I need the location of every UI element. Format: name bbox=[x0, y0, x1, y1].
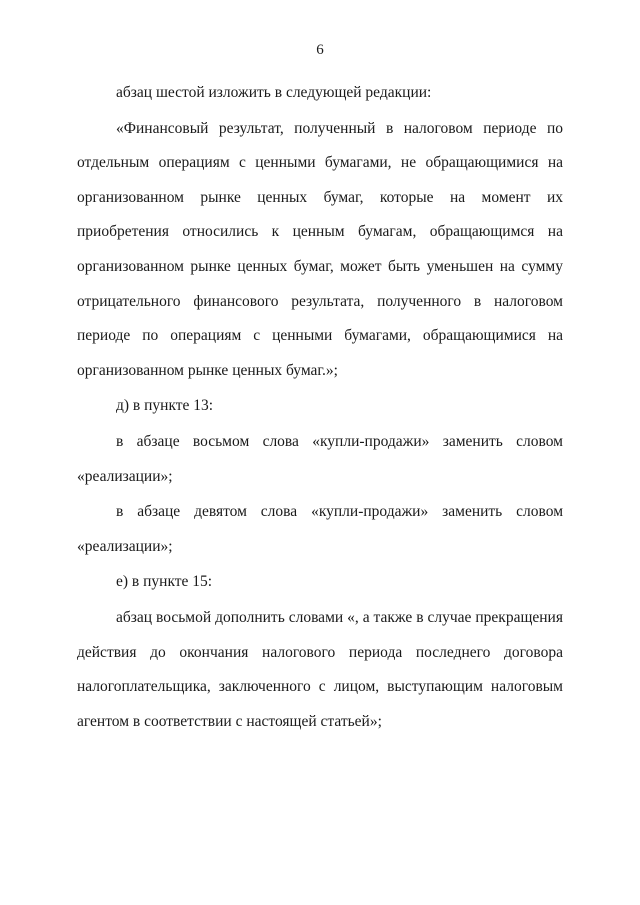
paragraph-3: д) в пункте 13: bbox=[116, 397, 214, 415]
paragraph-7: абзац восьмой дополнить словами «, а также в случае прекращения действия до окончания налогового периода последнего договора налогоплательщика, заключенного с лицом, выступающим налоговым агентом в соответствии с настоящей статьей»; bbox=[77, 608, 563, 730]
paragraph-4: в абзаце восьмом слова «купли-продажи» заменить словом «реализации»; bbox=[77, 432, 563, 485]
page-number: 6 bbox=[316, 42, 324, 58]
paragraph-6: е) в пункте 15: bbox=[116, 573, 213, 591]
paragraph-1: абзац шестой изложить в следующей редакции: bbox=[116, 84, 432, 101]
document-body bbox=[77, 76, 563, 740]
paragraph-2: «Финансовый результат, полученный в налоговом периоде по отдельным операциям с ценными бумагами, не обращающимися на организованном рынке ценных бумаг, которые на момент их приобретения относились к ценным бумагам, обращающимся на организованном рынке ценных бумаг, может быть уменьшен на сумму отрицательного финансового результата, полученного в налоговом периоде по операциям с ценными бумагами, обращающимися на организованном рынке ценных бумаг.»; bbox=[77, 119, 563, 379]
paragraph-5: в абзаце девятом слова «купли-продажи» заменить словом «реализации»; bbox=[77, 503, 563, 555]
